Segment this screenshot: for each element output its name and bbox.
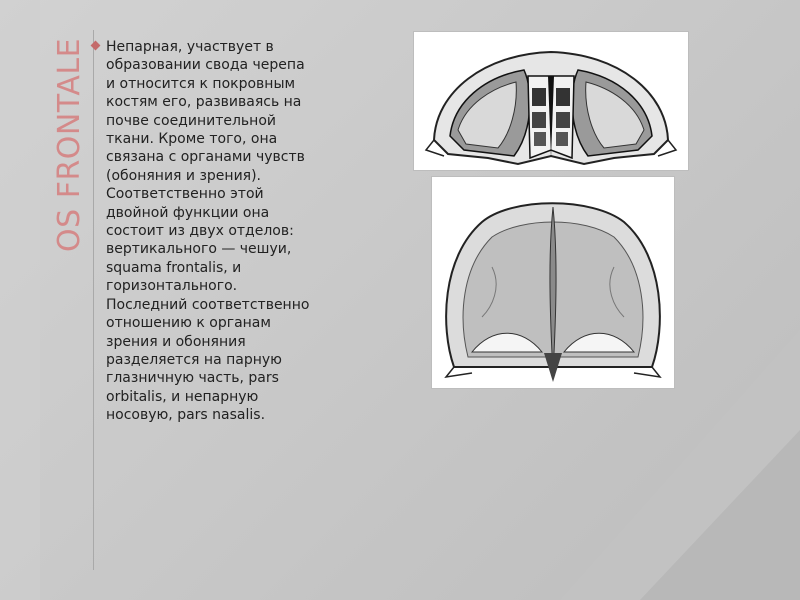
skull-vault-illustration	[432, 177, 674, 388]
slide-title: OS FRONTALE	[52, 37, 87, 252]
background-triangle-dark	[640, 430, 800, 600]
left-band	[0, 0, 40, 600]
slide-body-text: Непарная, участвует в образовании свода черепа и относится к покровным костям его, развиваясь на почве соединительной ткани. Кроме того, она связана с органами чувств (обоняния и зрения). Соответственно этой двойной функции она состоит из двух отделов: вертикального — чешуи, squama frontalis, и горизонтального. Последний соответственно отношению к органам зрения и обоняния разделяется на парную глазничную часть, pars orbitalis, и непарную носовую, pars nasalis.	[106, 39, 310, 424]
title-divider	[93, 30, 94, 570]
frontal-bone-internal-view-image	[431, 176, 675, 389]
frontal-bone-inferior-view-image	[413, 31, 689, 171]
skull-base-illustration	[414, 32, 688, 170]
